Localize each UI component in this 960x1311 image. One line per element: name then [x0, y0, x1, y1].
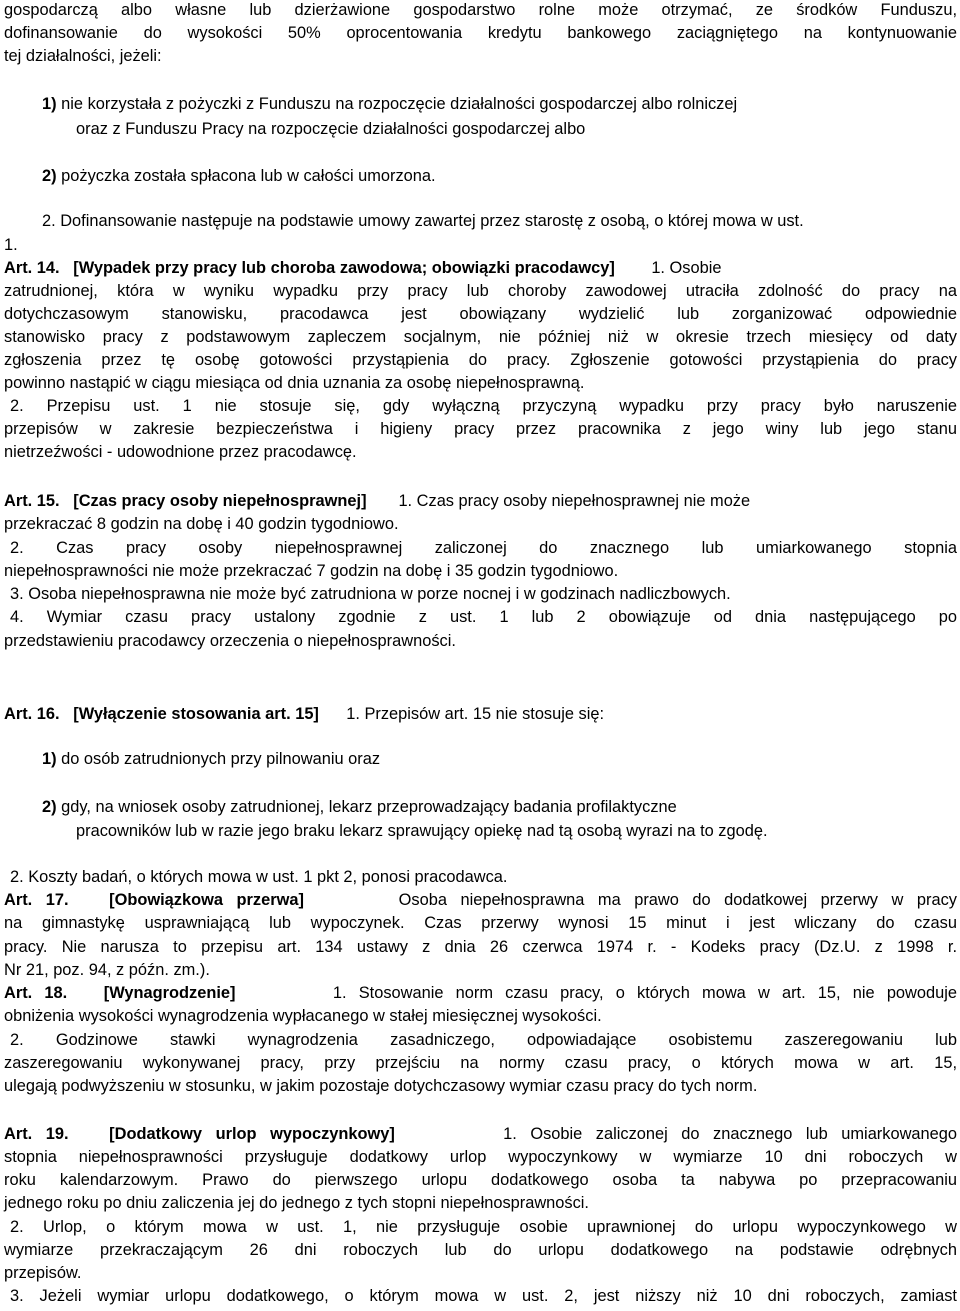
text-line: gospodarczą albo własne lub dzierżawione gospodarstwo rolne może otrzymać, ze środków Funduszu,	[4, 1, 957, 19]
article-number: Art. 15.	[4, 492, 60, 510]
text-line: 1. Przepisów art. 15 nie stosuje się:	[346, 705, 605, 723]
text-line: przepisów w zakresie bezpieczeństwa i higieny pracy przez pracownika z jego winy lub jego stanu	[4, 420, 957, 438]
article-heading	[4, 1123, 957, 1146]
text-line: nietrzeźwości - udowodnione przez pracodawcę.	[4, 443, 357, 461]
list-number: 1)	[42, 95, 57, 113]
text-line: Osoba niepełnosprawna ma prawo do dodatkowej przerwy w pracy	[398, 891, 957, 909]
text-line: jednego roku po dniu zaliczenia jej do jednego z tych stopni niepełnosprawności.	[4, 1194, 589, 1212]
article-title: [Wypadek przy pracy lub choroba zawodowa; obowiązki pracodawcy]	[73, 259, 615, 277]
text-line: przekraczać 8 godzin na dobę i 40 godzin tygodniowo.	[4, 515, 399, 533]
text-line: 2. Czas pracy osoby niepełnosprawnej zaliczonej do znacznego lub umiarkowanego stopnia	[10, 539, 957, 557]
article-title: [Obowiązkowa przerwa]	[109, 891, 304, 909]
list-text: pożyczka została spłacona lub w całości umorzona.	[61, 167, 436, 185]
text-line: 2. Godzinowe stawki wynagrodzenia zasadniczego, odpowiadające osobistemu zaszeregowaniu lub	[10, 1031, 957, 1049]
text-line: 1. Osobie	[651, 259, 722, 277]
text-line: dofinansowanie do wysokości 50% oprocentowania kredytu bankowego zaciągniętego na kontynuowanie	[4, 24, 957, 42]
article-title: [Wynagrodzenie]	[103, 984, 236, 1002]
text-line: przepisów.	[4, 1264, 82, 1282]
text-line: 1.	[4, 236, 18, 254]
article-number: Art. 17.	[4, 891, 69, 909]
list-item	[42, 796, 957, 819]
article-heading	[4, 703, 957, 726]
text-line: pracy. Nie narusza to przepisu art. 134 ustawy z dnia 26 czerwca 1974 r. - Kodeks pracy (Dz.U. z 1998 r.	[4, 938, 957, 956]
article-heading	[4, 982, 957, 1005]
text-line: 2. Dofinansowanie następuje na podstawie umowy zawartej przez starostę z osobą, o której mowa w ust.	[42, 212, 804, 230]
text-line: 2. Urlop, o którym mowa w ust. 1, nie przysługuje osobie uprawnionej do urlopu wypoczynkowego w	[10, 1218, 957, 1236]
text-line: 3. Jeżeli wymiar urlopu dodatkowego, o którym mowa w ust. 2, jest niższy niż 10 dni roboczych, zamiast	[10, 1287, 957, 1305]
article-title: [Wyłączenie stosowania art. 15]	[73, 705, 319, 723]
text-line: 1. Czas pracy osoby niepełnosprawnej nie może	[398, 492, 751, 510]
article-heading	[4, 257, 957, 280]
text-line: 2. Koszty badań, o których mowa w ust. 1 pkt 2, ponosi pracodawca.	[10, 868, 508, 886]
text-line: wymiarze przekraczającym 26 dni roboczych lub do urlopu dodatkowego na podstawie odrębnych	[4, 1241, 957, 1259]
list-text: gdy, na wniosek osoby zatrudnionej, lekarz przeprowadzający badania profilaktyczne	[61, 798, 677, 816]
text-line: dotychczasowym stanowisku, pracodawca jest obowiązany wydzielić lub zorganizować odpowiednie	[4, 305, 957, 323]
article-heading	[4, 490, 957, 513]
text-line: 1. Stosowanie norm czasu pracy, o których mowa w art. 15, nie powoduje	[332, 984, 957, 1002]
list-item-continuation: oraz z Funduszu Pracy na rozpoczęcie działalności gospodarczej albo	[76, 120, 586, 138]
list-text: do osób zatrudnionych przy pilnowaniu oraz	[61, 750, 381, 768]
text-line: 1. Osobie zaliczonej do znacznego lub umiarkowanego	[503, 1125, 957, 1143]
text-line: Nr 21, poz. 94, z późn. zm.).	[4, 961, 210, 979]
list-number: 1)	[42, 750, 57, 768]
list-item	[42, 748, 957, 771]
article-number: Art. 18.	[4, 984, 68, 1002]
text-line: zatrudnionej, która w wyniku wypadku przy pracy lub choroby zawodowej utraciła zdolność do pracy na	[4, 282, 957, 300]
article-heading	[4, 889, 957, 912]
article-title: [Dodatkowy urlop wypoczynkowy]	[109, 1125, 395, 1143]
text-line: zaszeregowaniu wykonywanej pracy, przy przejściu na normy czasu pracy, o których mowa w art. 15,	[4, 1054, 957, 1072]
text-line: ulegają podwyższeniu w stosunku, w jakim pozostaje dotychczasowy wymiar czasu pracy do tych norm.	[4, 1077, 758, 1095]
list-item	[42, 165, 957, 188]
text-line: zgłoszenia przez tę osobę gotowości przystąpienia do pracy. Zgłoszenie gotowości przystąpienia do pracy	[4, 351, 957, 369]
text-line: na gimnastykę usprawniającą lub wypoczynek. Czas przerwy wynosi 15 minut i jest wliczany do czasu	[4, 914, 957, 932]
text-line: niepełnosprawności nie może przekraczać 7 godzin na dobę i 35 godzin tygodniowo.	[4, 562, 619, 580]
list-item	[42, 93, 957, 116]
list-number: 2)	[42, 167, 57, 185]
text-line: obniżenia wysokości wynagrodzenia wypłacanego w stałej miesięcznej wysokości.	[4, 1007, 602, 1025]
list-item-continuation: pracowników lub w razie jego braku lekarz sprawujący opiekę nad tą osobą wyrazi na to zgodę.	[76, 822, 768, 840]
text-line: powinno nastąpić w ciągu miesiąca od dnia uznania za osobę niepełnosprawną.	[4, 374, 585, 392]
article-number: Art. 14.	[4, 259, 60, 277]
text-line: stopnia niepełnosprawności przysługuje dodatkowy urlop wypoczynkowy w wymiarze 10 dni roboczych w	[4, 1148, 957, 1166]
text-line: roku kalendarzowym. Prawo do pierwszego urlopu dodatkowego osoba ta nabywa po przepracowaniu	[4, 1171, 957, 1189]
list-number: 2)	[42, 798, 57, 816]
article-number: Art. 19.	[4, 1125, 69, 1143]
text-line: stanowisko pracy z podstawowym zapleczem socjalnym, nie później niż w okresie trzech miesięcy od daty	[4, 328, 957, 346]
article-title: [Czas pracy osoby niepełnosprawnej]	[73, 492, 367, 510]
text-line: 4. Wymiar czasu pracy ustalony zgodnie z ust. 1 lub 2 obowiązuje od dnia następującego po	[10, 608, 957, 626]
text-line: przedstawieniu pracodawcy orzeczenia o niepełnosprawności.	[4, 632, 456, 650]
text-line: 2. Przepisu ust. 1 nie stosuje się, gdy wyłączną przyczyną wypadku przy pracy było naruszenie	[10, 397, 957, 415]
text-line: tej działalności, jeżeli:	[4, 47, 162, 65]
list-text: nie korzystała z pożyczki z Funduszu na rozpoczęcie działalności gospodarczej albo rolniczej	[61, 95, 738, 113]
text-line: 3. Osoba niepełnosprawna nie może być zatrudniona w porze nocnej i w godzinach nadliczbowych.	[10, 585, 731, 603]
article-number: Art. 16.	[4, 705, 60, 723]
